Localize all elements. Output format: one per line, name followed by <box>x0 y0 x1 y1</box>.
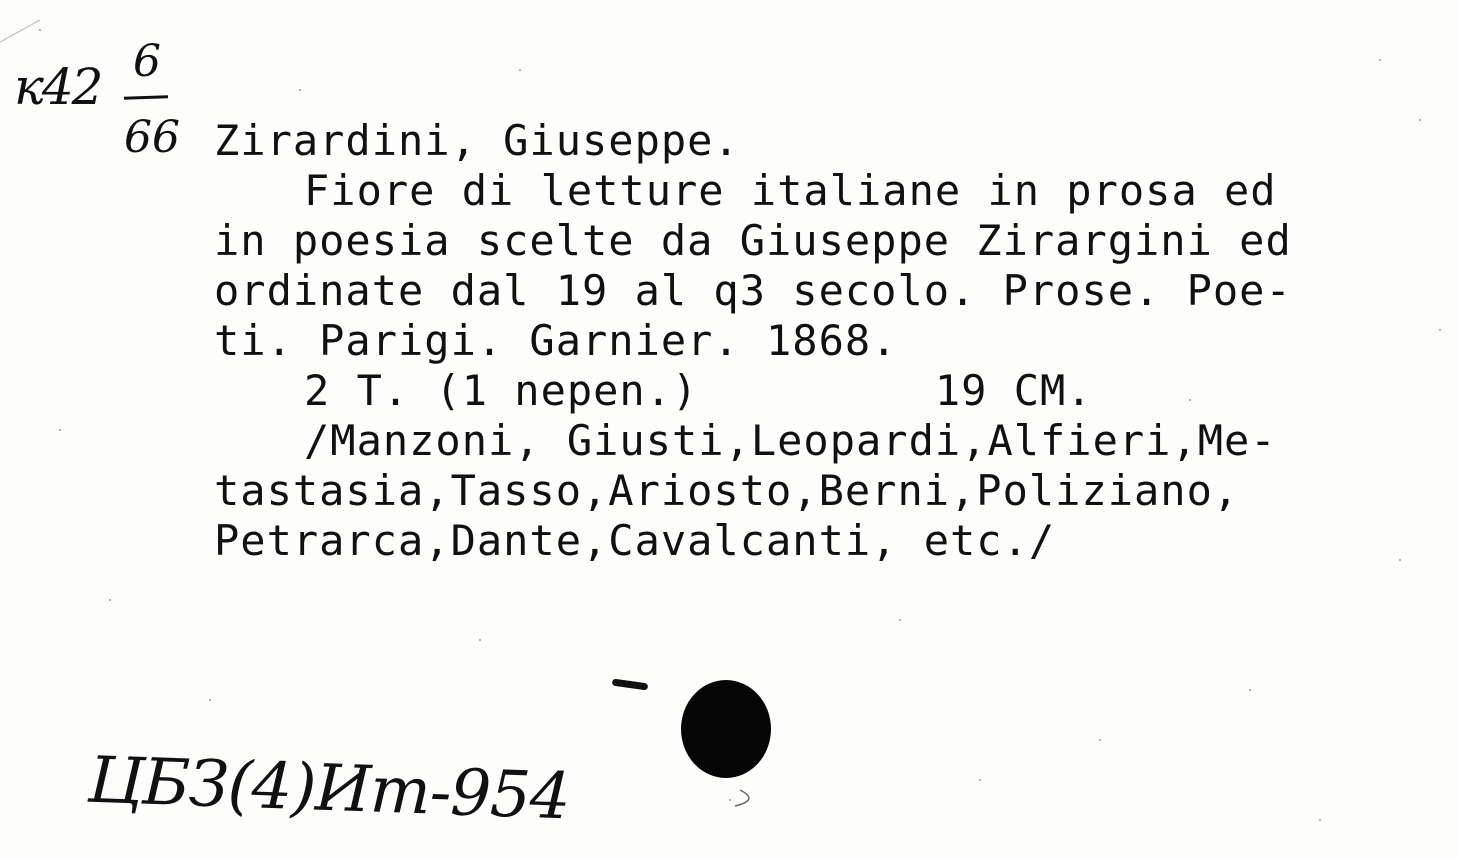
contents-line: /Manzoni, Giusti,Leopardi,Alfieri,Me- <box>304 416 1277 465</box>
ink-dash-mark <box>612 679 649 691</box>
author-heading: Zirardini, Giuseppe. <box>214 116 740 165</box>
shelf-mark-fraction-top: 6 <box>133 36 161 87</box>
contents-line: tastasia,Tasso,Ariosto,Berni,Poliziano, <box>214 466 1240 515</box>
collation-line: 2 T. (1 nepen.) 19 CM. <box>304 366 1093 415</box>
contents-line: Petrarca,Dante,Cavalcanti, etc./ <box>214 516 1056 565</box>
call-number: ЦБЗ(4)Ит-954 <box>86 743 571 835</box>
punch-hole <box>681 680 771 778</box>
shelf-mark-fraction-bar <box>124 95 168 100</box>
title-line: in poesia scelte da Giuseppe Zirargini ed <box>214 216 1292 265</box>
shelf-mark-fraction-bottom: 66 <box>124 112 180 163</box>
imprint-line: ti. Parigi. Garnier. 1868. <box>214 316 898 365</box>
title-line: Fiore di letture italiane in prosa ed <box>304 166 1277 215</box>
title-line: ordinate dal 19 al q3 secolo. Prose. Poe- <box>214 266 1292 315</box>
shelf-mark: к42 <box>14 58 102 116</box>
